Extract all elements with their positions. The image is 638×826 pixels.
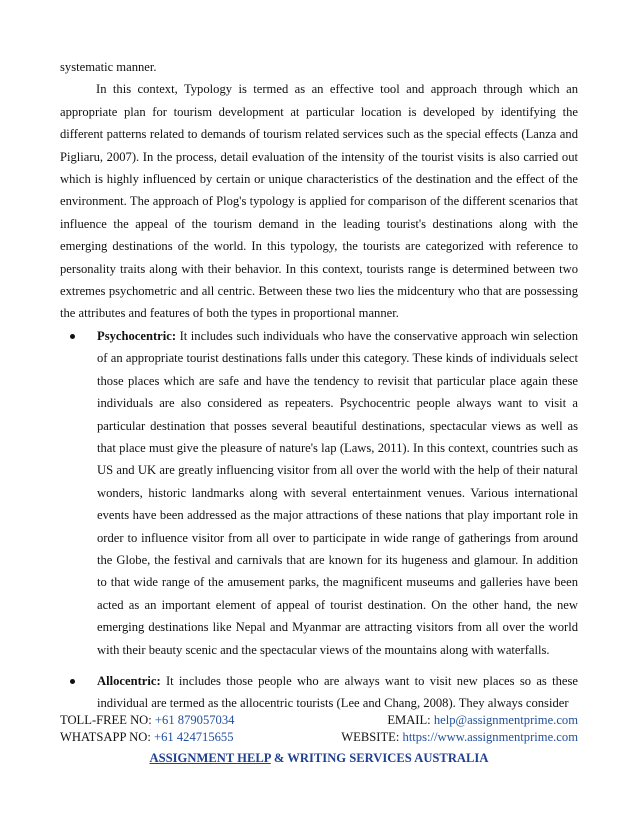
contact-footer bbox=[60, 712, 580, 746]
whatsapp-info bbox=[60, 729, 234, 746]
tollfree-number[interactable]: +61 879057034 bbox=[154, 713, 235, 727]
paragraph-typology: In this context, Typology is termed as an effective tool and approach through which an appropriate plan for tourism development at particular location is developed by identifying the different patterns related to demands of tourism related services such as the special effects (Lanza and Pigliaru, 2007). In the process, detail evaluation of the intensity of the tourist visits is also carried out which is highly influenced by certain or unique characteristics of the destination and the effect of the environment. The approach of Plog's typology is applied for comparison of the different scenarios that influence the appeal of the tourism demand in the leading tourist's destinations along with the emerging destinations of the world. In this typology, the tourists are categorized with reference to personality traits along with their behavior. In this context, tourists range is determined between two extremes psychometric and all centric. Between these two lies the midcentury who that are possessing the attributes and features of both the types in proportional manner. bbox=[60, 82, 578, 321]
website-info bbox=[341, 729, 580, 746]
whatsapp-number[interactable]: +61 424715655 bbox=[154, 730, 234, 744]
footer-banner bbox=[0, 751, 638, 766]
email-info bbox=[387, 712, 580, 729]
assignment-help-link[interactable]: ASSIGNMENT HELP bbox=[149, 751, 271, 765]
tollfree-label: TOLL-FREE NO: bbox=[60, 713, 155, 727]
whatsapp-label: WHATSAPP NO: bbox=[60, 730, 154, 744]
bullet-text: It includes those people who are always want to visit new places so as these individual are termed as the allocentric tourists (Lee and Chang, 2008). They always consider bbox=[97, 673, 578, 711]
bullet-term: Allocentric: bbox=[97, 673, 161, 688]
paragraph-continuation: systematic manner. bbox=[60, 60, 157, 74]
bullet-text: It includes such individuals who have the conservative approach win selection of an appropriate tourist destinations falls under this category. These kinds of individuals select those places which are safe and have the tendency to revisit that particular place again these individuals are also considered as repeaters. Psychocentric people always want to visit a particular destination that posses several beautiful destinations, spectacular views as well as that place must give the pleasure of nature's lap (Laws, 2011). In this context, countries such as US and UK are greatly influencing visitor from all over the world with the help of their natural wonders, historic landmarks along with several entertainment venues. Various international events have been addressed as the major attractions of these nations that play important role in order to influence visitor from all over to participate in wide range of gatherings from around the Globe, the festival and carnivals that are known for its hugeness and glamour. In addition to that wide range of the amusement parks, the magnificent museums and galleries have been acted as an important element of appeal of tourist destination. On the other hand, the new emerging destinations like Nepal and Myanmar are attracting visitors from all over the world with their beauty scenic and the spectacular views of the mountains along with waterfalls. bbox=[97, 328, 578, 657]
website-link[interactable]: https://www.assignmentprime.com bbox=[402, 730, 578, 744]
footer-row-2 bbox=[60, 729, 580, 746]
email-label: EMAIL: bbox=[387, 713, 434, 727]
bullet-term: Psychocentric: bbox=[97, 328, 177, 343]
bullet-psychocentric bbox=[60, 325, 578, 661]
document-page bbox=[60, 56, 578, 715]
banner-tagline: & WRITING SERVICES AUSTRALIA bbox=[270, 751, 489, 765]
bullet-dot-icon bbox=[70, 334, 75, 339]
bullet-list bbox=[60, 325, 578, 715]
bullet-dot-icon bbox=[70, 679, 75, 684]
footer-row-1 bbox=[60, 712, 580, 729]
email-link[interactable]: help@assignmentprime.com bbox=[433, 713, 578, 727]
tollfree-info bbox=[60, 712, 234, 729]
bullet-allocentric bbox=[60, 670, 578, 715]
website-label: WEBSITE: bbox=[341, 730, 403, 744]
